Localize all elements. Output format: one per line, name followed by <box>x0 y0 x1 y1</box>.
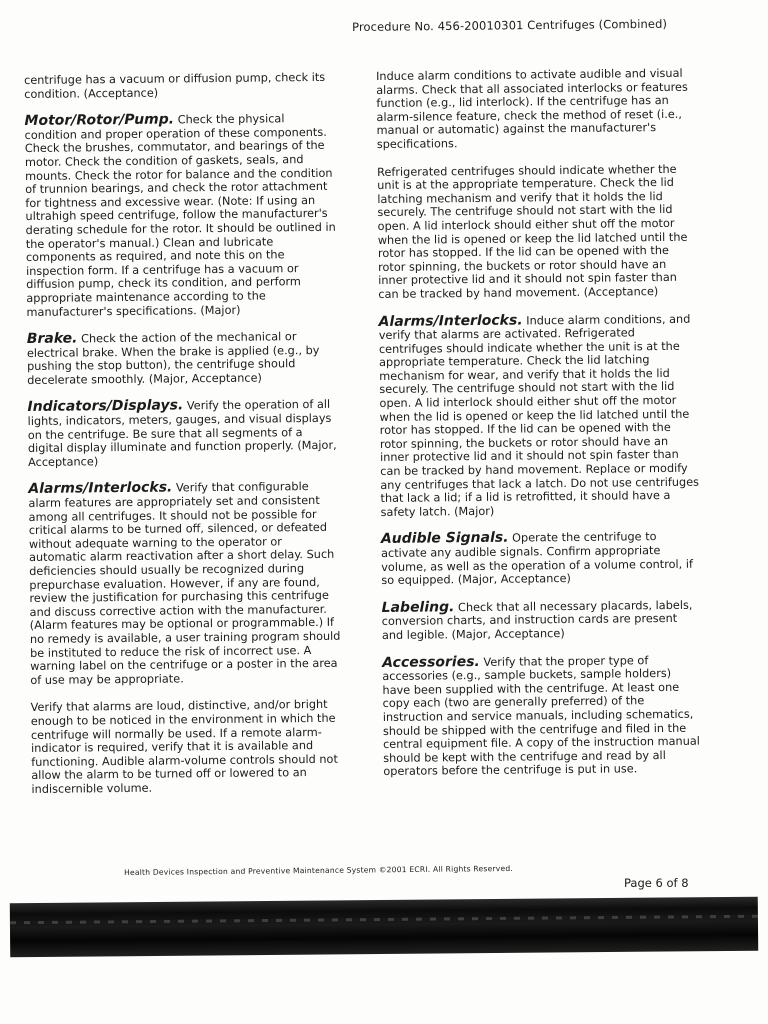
section-heading: Motor/Rotor/Pump. <box>24 111 175 130</box>
paragraph <box>27 398 340 469</box>
section-heading: Indicators/Displays. <box>27 397 184 416</box>
paragraph <box>379 312 701 519</box>
paragraph <box>382 598 702 642</box>
left-column <box>24 71 344 811</box>
paragraph-text: Verify that the proper type of accessories (e.g., sample buckets, sample holders) have been supplied with the centrifuge. At least one copy each (two are generally preferred) of the instruction and service manuals, including schematics, should be shipped with the centrifuge and filed in the central equipment file. A copy of the instruction manual should be kept with the centrifuge and read by all operators before the centrifuge is put in use. <box>382 653 700 779</box>
paragraph-text: Verify that alarms are loud, distinctive, and/or bright enough to be noticed in the environment in which the centrifuge will normally be used. If a remote alarm-indicator is required, verify that it is available and functioning. Audible alarm-volume controls should not allow the alarm to be turned off or lowered to an indiscernible volume. <box>30 698 338 796</box>
section-heading: Audible Signals. <box>380 530 509 548</box>
paragraph <box>28 480 342 687</box>
paragraph <box>377 162 698 301</box>
paragraph-text: centrifuge has a vacuum or diffusion pump, check its condition. (Acceptance) <box>24 70 326 101</box>
paragraph <box>24 71 336 101</box>
paragraph-text: Operate the centrifuge to activate any audible signals. Confirm appropriate volume, as well as the operation of a volume control, if so equipped. (Major, Acceptance) <box>380 530 694 588</box>
section-heading: Brake. <box>26 330 78 348</box>
paragraph-text: Check the action of the mechanical or electrical brake. When the brake is applied (e.g., by pushing the stop button), the centrifuge should decelerate smoothly. (Major, Acceptance) <box>26 330 320 387</box>
paragraph <box>24 112 338 319</box>
section-heading: Alarms/Interlocks. <box>378 311 523 330</box>
page-number: Page 6 of 8 <box>624 876 689 890</box>
paragraph-text: Verify the operation of all lights, indicators, meters, gauges, and visual displays on the centrifuge. Be sure that all segments of a digital display illuminate and function properly. (Major, Acceptance) <box>27 398 337 469</box>
paragraph <box>27 330 340 388</box>
paragraph-text: Check that all necessary placards, labels, conversion charts, and instruction cards are present and legible. (Major, Acceptance) <box>381 598 693 642</box>
paragraph <box>376 67 697 152</box>
paragraph <box>31 698 344 796</box>
section-heading: Accessories. <box>382 653 480 671</box>
paragraph-text: Check the physical condition and proper operation of these components. Check the brushes, commutator, and bearings of the motor. Check the condition of gaskets, seals, and mounts. Check the rotor for balance and the condition of trunnion bearings, and check the rotor attachment for tightness and excessive wear. (Note: If using an ultrahigh speed centrifuge, follow the manufacturer's derating schedule for the rotor. It should be outlined in the operator's manual.) Clean and lubricate components as required, and note this on the inspection form. If a centrifuge has a vacuum or diffusion pump, check its condition, and perform appropriate maintenance according to the manufacturer's specifications. (Major) <box>24 112 336 319</box>
paragraph-text: Refrigerated centrifuges should indicate whether the unit is at the appropriate temperature. Check the lid latching mechanism and verify that it holds the lid securely. The centrifuge should not start with the lid open. A lid interlock should either shut off the motor when the lid is opened or keep the lid latched until the rotor has stopped. If the lid can be opened with the rotor spinning, the buckets or rotor should have an inner protective lid and it should not spin faster than can be tracked by hand movement. (Acceptance) <box>377 162 688 301</box>
paragraph <box>382 653 703 779</box>
paragraph-text: Induce alarm conditions, and verify that alarms are activated. Refrigerated centrifuges should indicate whether the unit is at the appropriate temperature. Check the lid latching mechanism for wear, and verify that it holds the lid securely. The centrifuge should not start with the lid open. A lid interlock should either shut off the motor when the lid is opened or keep the lid latched until the rotor has stopped. If the lid can be opened with the rotor spinning, the buckets or rotor should have an inner protective lid and it should not spin faster than can be tracked by hand movement. Replace or modify any centrifuges that lack a latch. Do not use centrifuges that lack a lid; if a lid is retrofitted, it should have a safety latch. (Major) <box>378 312 700 519</box>
right-column <box>376 67 704 793</box>
paragraph-text: Induce alarm conditions to activate audible and visual alarms. Check that all associated interlocks or features function (e.g., lid interlock). If the centrifuge has an alarm-silence feature, check the method of reset (i.e., manual or automatic) against the manufacturer's specifications. <box>376 66 688 151</box>
paragraph-text: Verify that configurable alarm features are appropriately set and consistent among all centrifuges. It should not be possible for critical alarms to be turned off, silenced, or defeated without adequate warning to the operator or automatic alarm reactivation after a short delay. Such deficiencies should usually be recognized during prepurchase evaluation. However, if any are found, review the justification for purchasing this centrifuge and discuss corrective action with the manufacturer. (Alarm features may be optional or programmable.) If no remedy is available, a user training program should be instituted to reduce the risk of incorrect use. A warning label on the centrifuge or a poster in the area of use may be appropriate. <box>28 480 341 687</box>
section-heading: Labeling. <box>381 598 455 616</box>
page-header: Procedure No. 456-20010301 Centrifuges (Combined) <box>352 16 668 34</box>
paragraph <box>381 530 702 588</box>
section-heading: Alarms/Interlocks. <box>28 479 173 498</box>
scan-edge-bar <box>10 897 758 958</box>
copyright-footer: Health Devices Inspection and Preventive Maintenance System ©2001 ECRI. All Rights Reserved. <box>124 863 513 877</box>
